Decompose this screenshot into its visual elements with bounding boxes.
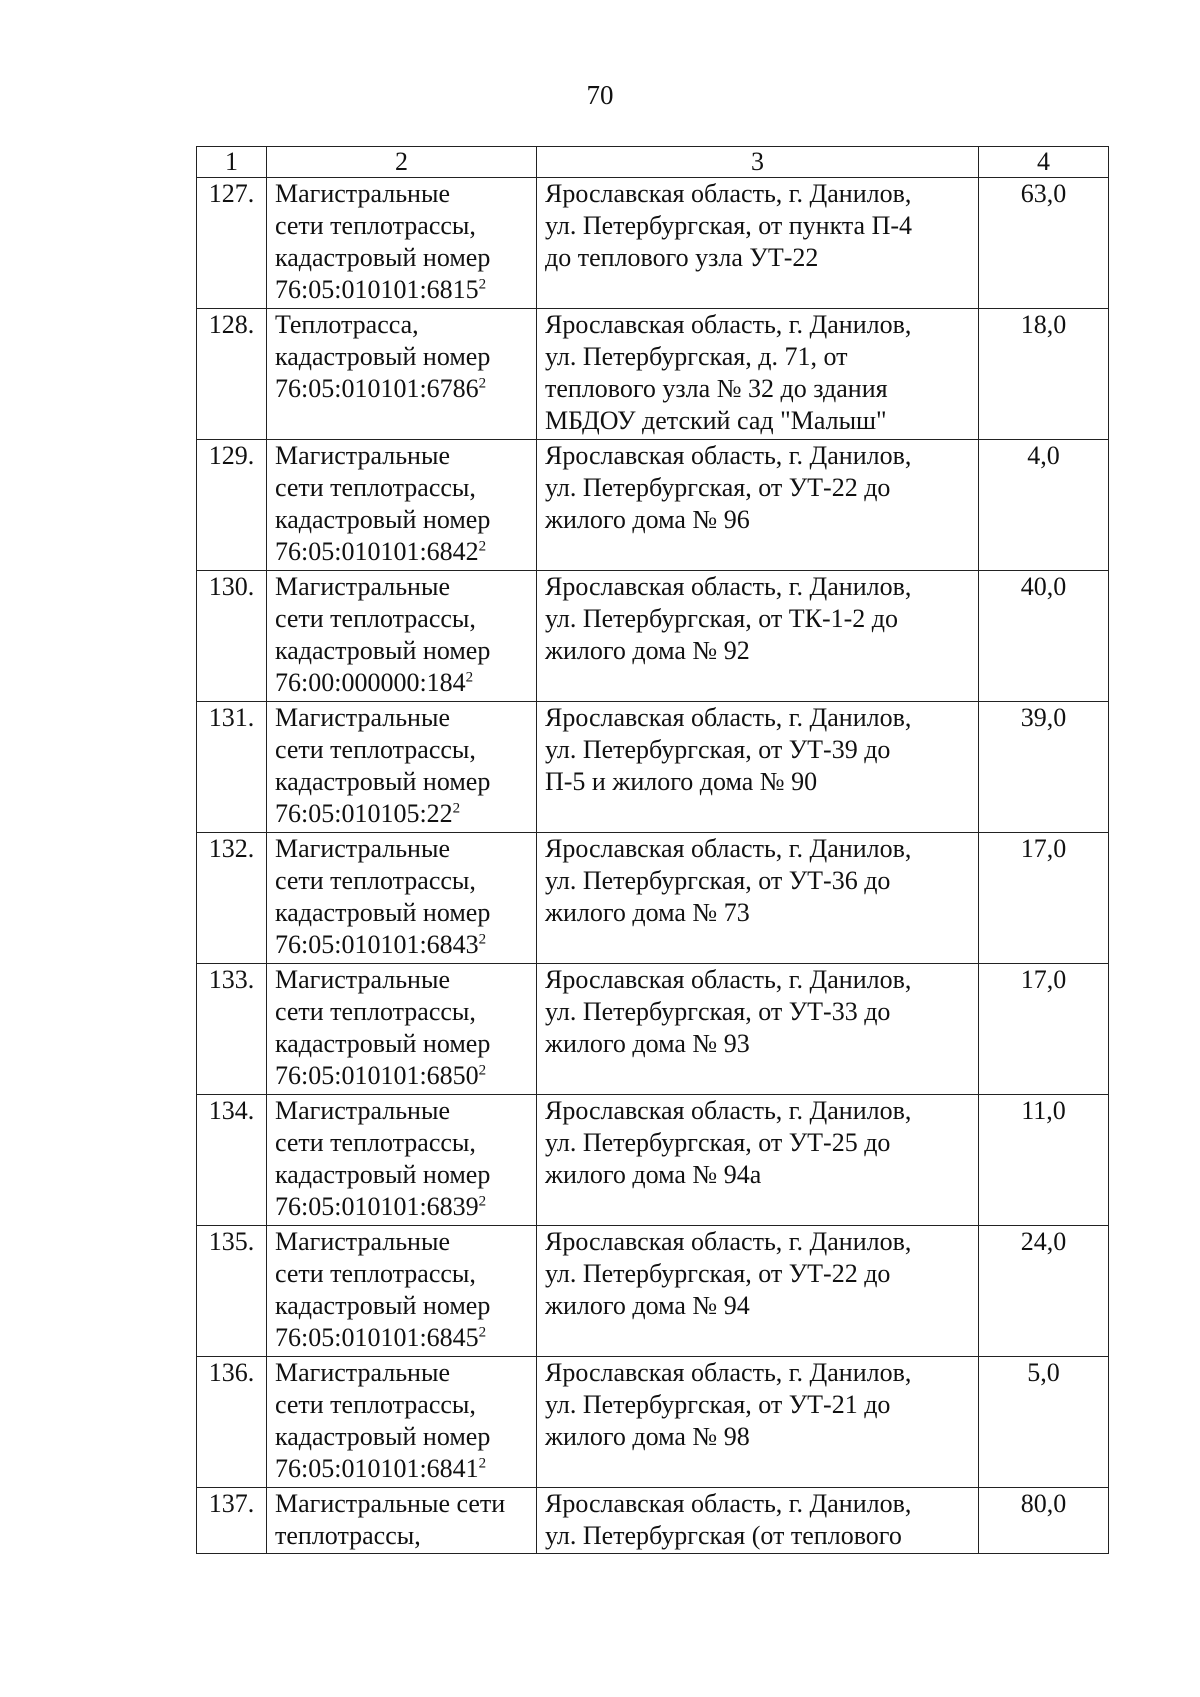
table-header-row xyxy=(197,147,1109,178)
object-description: Магистральные сети теплотрассы, кадастровый номер 76:05:010101:6815 xyxy=(275,179,491,304)
length-value: 80,0 xyxy=(979,1488,1109,1554)
table-row xyxy=(197,702,1109,833)
object-cell xyxy=(267,571,537,702)
table-row xyxy=(197,964,1109,1095)
heating-network-table xyxy=(196,146,1109,1554)
address-cell: Ярославская область, г. Данилов, ул. Петербургская, от УТ-25 до жилого дома № 94а xyxy=(537,1095,979,1226)
object-cell xyxy=(267,1488,537,1554)
footnote-marker: 2 xyxy=(478,375,487,392)
row-number: 130. xyxy=(197,571,267,702)
object-cell xyxy=(267,702,537,833)
object-description: Магистральные сети теплотрассы, xyxy=(275,1489,506,1550)
object-cell xyxy=(267,1095,537,1226)
length-value: 17,0 xyxy=(979,833,1109,964)
object-cell xyxy=(267,440,537,571)
row-number: 136. xyxy=(197,1357,267,1488)
footnote-marker: 2 xyxy=(478,538,487,555)
address-cell: Ярославская область, г. Данилов, ул. Петербургская, от УТ-21 до жилого дома № 98 xyxy=(537,1357,979,1488)
address-cell: Ярославская область, г. Данилов, ул. Петербургская, от УТ-39 до П-5 и жилого дома № 90 xyxy=(537,702,979,833)
footnote-marker: 2 xyxy=(478,1455,487,1472)
footnote-marker: 2 xyxy=(452,800,461,817)
address-cell: Ярославская область, г. Данилов, ул. Петербургская, от УТ-22 до жилого дома № 96 xyxy=(537,440,979,571)
object-cell xyxy=(267,1357,537,1488)
address-cell: Ярославская область, г. Данилов, ул. Петербургская (от теплового xyxy=(537,1488,979,1554)
address-cell: Ярославская область, г. Данилов, ул. Петербургская, д. 71, от теплового узла № 32 до здания МБДОУ детский сад "Малыш" xyxy=(537,309,979,440)
length-value: 4,0 xyxy=(979,440,1109,571)
address-cell: Ярославская область, г. Данилов, ул. Петербургская, от УТ-33 до жилого дома № 93 xyxy=(537,964,979,1095)
row-number: 135. xyxy=(197,1226,267,1357)
footnote-marker: 2 xyxy=(478,1324,487,1341)
length-value: 5,0 xyxy=(979,1357,1109,1488)
footnote-marker: 2 xyxy=(478,1193,487,1210)
table-row xyxy=(197,440,1109,571)
length-value: 24,0 xyxy=(979,1226,1109,1357)
object-cell xyxy=(267,964,537,1095)
table-body xyxy=(197,178,1109,1554)
column-header-4: 4 xyxy=(979,147,1109,178)
table-row xyxy=(197,309,1109,440)
object-cell xyxy=(267,309,537,440)
table-row xyxy=(197,1226,1109,1357)
row-number: 127. xyxy=(197,178,267,309)
object-description: Магистральные сети теплотрассы, кадастровый номер 76:05:010101:6842 xyxy=(275,441,491,566)
object-description: Магистральные сети теплотрассы, кадастровый номер 76:05:010101:6839 xyxy=(275,1096,491,1221)
footnote-marker: 2 xyxy=(478,931,487,948)
column-header-3: 3 xyxy=(537,147,979,178)
row-number: 128. xyxy=(197,309,267,440)
object-description: Магистральные сети теплотрассы, кадастровый номер 76:05:010101:6845 xyxy=(275,1227,491,1352)
object-description: Магистральные сети теплотрассы, кадастровый номер 76:05:010101:6843 xyxy=(275,834,491,959)
length-value: 39,0 xyxy=(979,702,1109,833)
column-header-1: 1 xyxy=(197,147,267,178)
table-row xyxy=(197,178,1109,309)
table-row xyxy=(197,1095,1109,1226)
row-number: 132. xyxy=(197,833,267,964)
length-value: 63,0 xyxy=(979,178,1109,309)
length-value: 11,0 xyxy=(979,1095,1109,1226)
table-row xyxy=(197,1488,1109,1554)
address-cell: Ярославская область, г. Данилов, ул. Петербургская, от УТ-22 до жилого дома № 94 xyxy=(537,1226,979,1357)
row-number: 131. xyxy=(197,702,267,833)
address-cell: Ярославская область, г. Данилов, ул. Петербургская, от пункта П-4 до теплового узла УТ-22 xyxy=(537,178,979,309)
length-value: 40,0 xyxy=(979,571,1109,702)
object-description: Магистральные сети теплотрассы, кадастровый номер 76:05:010101:6841 xyxy=(275,1358,491,1483)
address-cell: Ярославская область, г. Данилов, ул. Петербургская, от УТ-36 до жилого дома № 73 xyxy=(537,833,979,964)
object-description: Магистральные сети теплотрассы, кадастровый номер 76:05:010105:22 xyxy=(275,703,491,828)
object-description: Магистральные сети теплотрассы, кадастровый номер 76:05:010101:6850 xyxy=(275,965,491,1090)
footnote-marker: 2 xyxy=(465,669,474,686)
length-value: 17,0 xyxy=(979,964,1109,1095)
object-cell xyxy=(267,833,537,964)
row-number: 137. xyxy=(197,1488,267,1554)
footnote-marker: 2 xyxy=(478,1062,487,1079)
address-cell: Ярославская область, г. Данилов, ул. Петербургская, от ТК-1-2 до жилого дома № 92 xyxy=(537,571,979,702)
table-row xyxy=(197,833,1109,964)
page-number: 70 xyxy=(586,80,614,110)
object-cell xyxy=(267,1226,537,1357)
object-description: Теплотрасса, кадастровый номер 76:05:010101:6786 xyxy=(275,310,491,403)
length-value: 18,0 xyxy=(979,309,1109,440)
footnote-marker: 2 xyxy=(478,276,487,293)
object-cell xyxy=(267,178,537,309)
row-number: 134. xyxy=(197,1095,267,1226)
table-row xyxy=(197,571,1109,702)
row-number: 129. xyxy=(197,440,267,571)
row-number: 133. xyxy=(197,964,267,1095)
column-header-2: 2 xyxy=(267,147,537,178)
table-row xyxy=(197,1357,1109,1488)
object-description: Магистральные сети теплотрассы, кадастровый номер 76:00:000000:184 xyxy=(275,572,491,697)
